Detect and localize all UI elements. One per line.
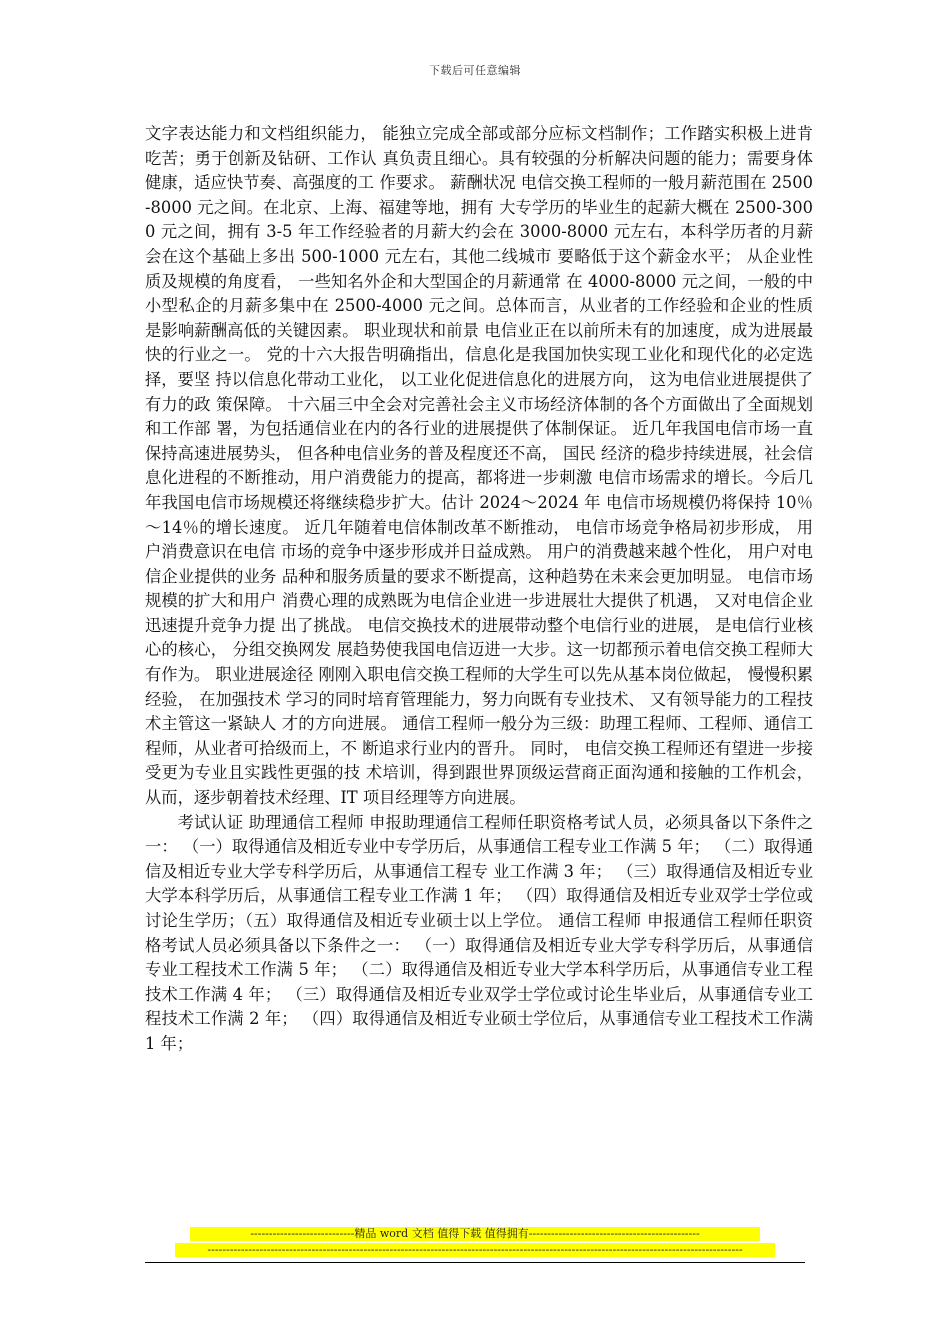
paragraph: 文字表达能力和文档组织能力， 能独立完成全部或部分应标文档制作；工作踏实积极上进肯吃苦；勇于创新及钻研、工作认 真负责且细心。具有较强的分析解决问题的能力；需要身体健康，适应快节奏、高强度的工 作要求。 薪酬状况 电信交换工程师的一般月薪范围在 2500-8000 元之间。在北京、上海、福建等地，拥有 大专学历的毕业生的起薪大概在 2500-3000 元之间，拥有 3-5 年工作经验者的月薪大约会在 3000-8000 元左右，本科学历者的月薪会在这个基础上多出 500-1000 元左右，其他二线城市 要略低于这个薪金水平； 从企业性质及规模的角度看， 一些知名外企和大型国企的月薪通常 在 4000-8000 元之间，一般的中小型私企的月薪多集中在 2500-4000 元之间。总体而言，从业者的工作经验和企业的性质是影响薪酬高低的关键因素。 职业现状和前景 电信业正在以前所未有的加速度，成为进展最快的行业之一。 党的十六大报告明确指出，信息化是我国加快实现工业化和现代化的必定选择，要坚 持以信息化带动工业化， 以工业化促进信息化的进展方向， 这为电信业进展提供了有力的政 策保障。 十六届三中全会对完善社会主义市场经济体制的各个方面做出了全面规划和工作部 署，为包括通信业在内的各行业的进展提供了体制保证。 近几年我国电信市场一直保持高速进展势头， 但各种电信业务的普及程度还不高， 国民 经济的稳步持续进展，社会信息化进程的不断推动，用户消费能力的提高，都将进一步刺激 电信市场需求的增长。今后几年我国电信市场规模还将继续稳步扩大。估计 2024～2024 年 电信市场规模仍将保持 10％～14％的增长速度。 近几年随着电信体制改革不断推动， 电信市场竞争格局初步形成， 用户消费意识在电信 市场的竞争中逐步形成并日益成熟。 用户的消费越来越个性化， 用户对电信企业提供的业务 品种和服务质量的要求不断提高，这种趋势在未来会更加明显。 电信市场规模的扩大和用户 消费心理的成熟既为电信企业进一步进展壮大提供了机遇， 又对电信企业迅速提升竞争力提 出了挑战。 电信交换技术的进展带动整个电信行业的进展， 是电信行业核心的核心， 分组交换网发 展趋势使我国电信迈进一大步。这一切都预示着电信交换工程师大有作为。 职业进展途径 刚刚入职电信交换工程师的大学生可以先从基本岗位做起， 慢慢积累经验， 在加强技术 学习的同时培育管理能力，努力向既有专业技术、 又有领导能力的工程技术主管这一紧缺人 才的方向进展。 通信工程师一般分为三级：助理工程师、工程师、通信工程师，从业者可拾级而上，不 断追求行业内的晋升。 同时， 电信交换工程师还有望进一步接受更为专业且实践性更强的技 术培训，得到跟世界顶级运营商正面沟通和接触的工作机会，从而，逐步朝着技术经理、IT 项目经理等方向进展。 (145, 124, 813, 808)
footer-banner (145, 1227, 805, 1259)
document-body (145, 122, 813, 1057)
page-header: 下载后可任意编辑 (429, 64, 521, 77)
footer-divider (145, 1262, 805, 1263)
footer-banner-line: ------------------------------------------------------------------------------------------------------------------------------------------------ (175, 1243, 775, 1257)
paragraph: 考试认证 助理通信工程师 申报助理通信工程师任职资格考试人员，必须具备以下条件之一： （一）取得通信及相近专业中专学历后，从事通信工程专业工作满 5 年； （二）取得通信及相近专业大学专科学历后，从事通信工程专 业工作满 3 年； （三）取得通信及相近专业大学本科学历后，从事通信工程专业工作满 1 年； （四）取得通信及相近专业双学士学位或讨论生学历；（五）取得通信及相近专业硕士以上学位。 通信工程师 申报通信工程师任职资格考试人员必须具备以下条件之一： （一）取得通信及相近专业大学专科学历后，从事通信专业工程技术工作满 5 年； （二）取得通信及相近专业大学本科学历后，从事通信专业工程技术工作满 4 年； （三）取得通信及相近专业双学士学位或讨论生毕业后，从事通信专业工程技术工作满 2 年； （四）取得通信及相近专业硕士学位后，从事通信专业工程技术工作满 1 年； (145, 812, 813, 1053)
footer-banner-line: ----------------------------精品 word 文档 值得下载 值得拥有---------------------------------------------- (190, 1227, 760, 1241)
